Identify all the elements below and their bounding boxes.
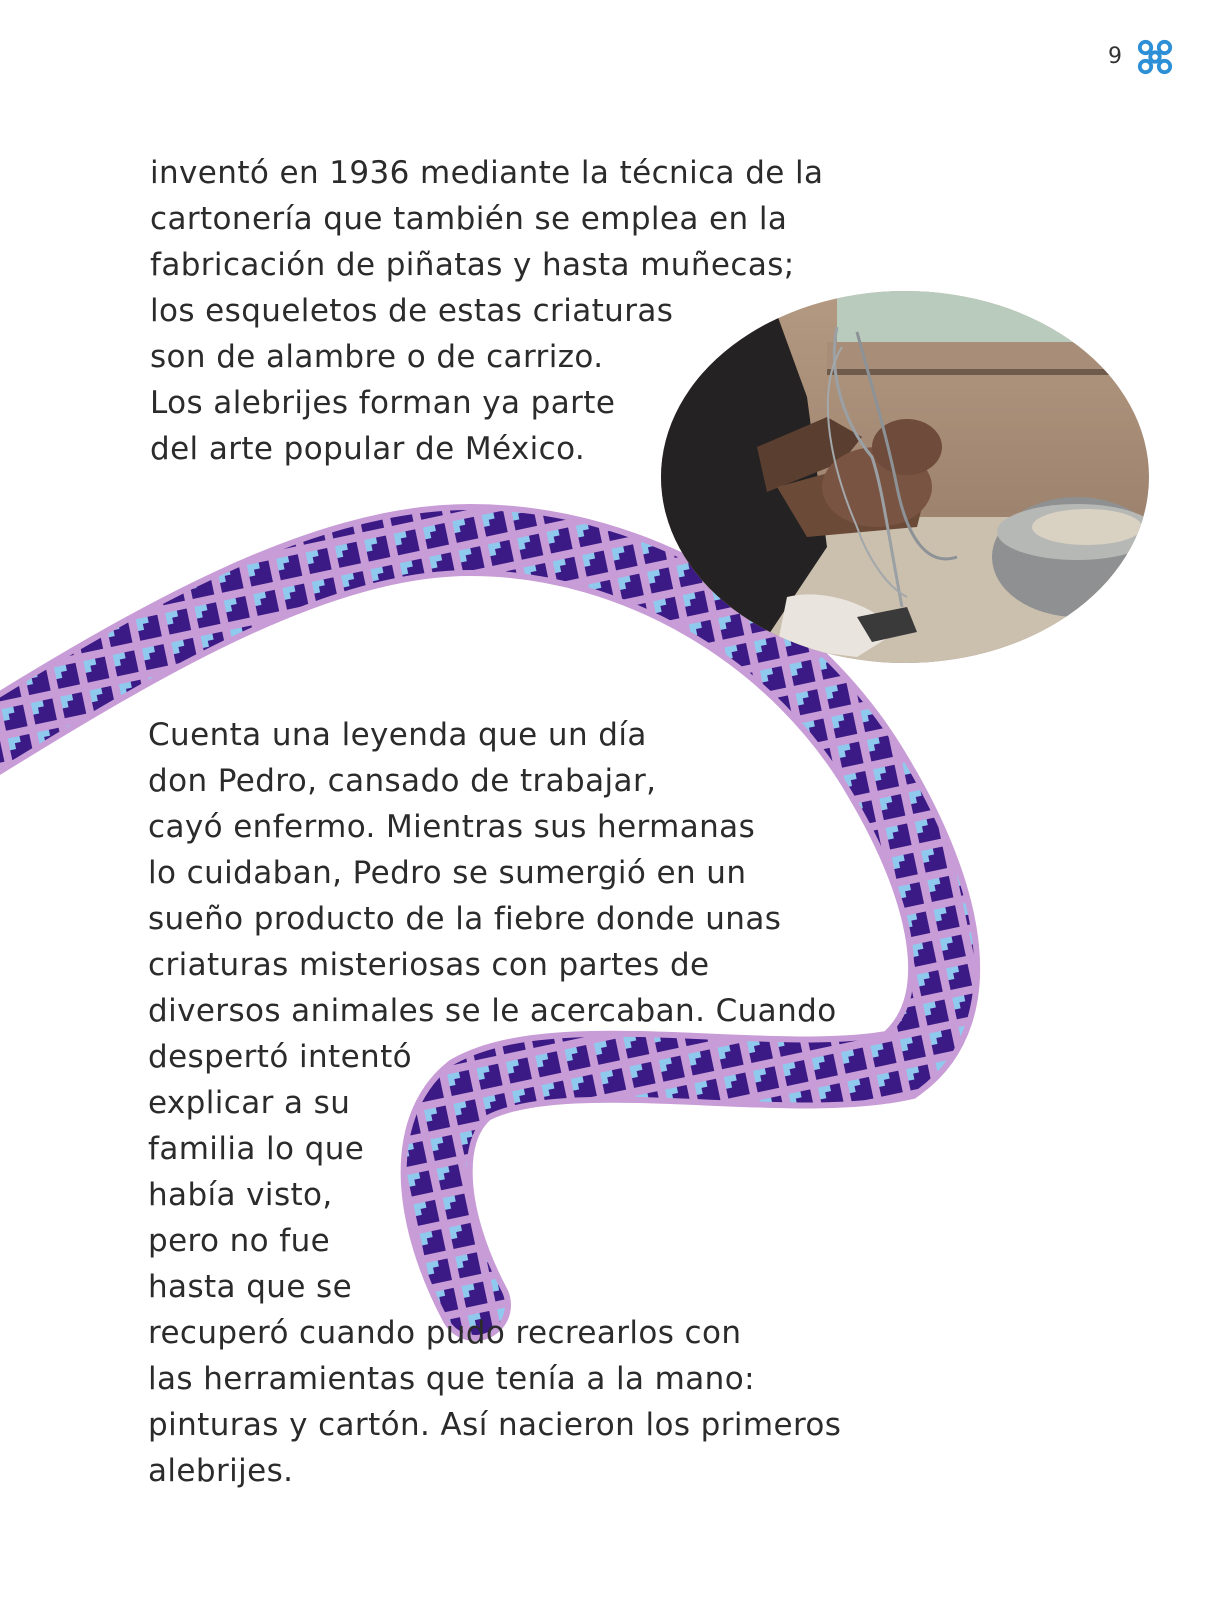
text-line: inventó en 1936 mediante la técnica de la: [150, 155, 824, 191]
paragraph-legend: [148, 712, 841, 1494]
text-line: diversos animales se le acercaban. Cuando: [148, 993, 837, 1029]
text-line: recuperó cuando pudo recrearlos con: [148, 1315, 742, 1351]
text-line: fabricación de piñatas y hasta muñecas;: [150, 247, 795, 283]
page-number: 9: [1108, 44, 1122, 69]
text-line: había visto,: [148, 1177, 333, 1213]
text-line: Los alebrijes forman ya parte: [150, 385, 616, 421]
text-line: hasta que se: [148, 1269, 353, 1305]
text-line: familia lo que: [148, 1131, 365, 1167]
paragraph-intro: [150, 150, 823, 472]
text-line: despertó intentó: [148, 1039, 413, 1075]
text-line: las herramientas que tenía a la mano:: [148, 1361, 755, 1397]
text-line: los esqueletos de estas criaturas: [150, 293, 674, 329]
text-line: pinturas y cartón. Así nacieron los primeros: [148, 1407, 842, 1443]
text-line: criaturas misteriosas con partes de: [148, 947, 710, 983]
text-line: Cuenta una leyenda que un día: [148, 717, 647, 753]
text-line: son de alambre o de carrizo.: [150, 339, 604, 375]
text-line: pero no fue: [148, 1223, 331, 1259]
flower-knot-icon: [1136, 38, 1174, 76]
text-line: del arte popular de México.: [150, 431, 586, 467]
text-line: sueño producto de la fiebre donde unas: [148, 901, 782, 937]
text-line: cayó enfermo. Mientras sus hermanas: [148, 809, 756, 845]
text-line: cartonería que también se emplea en la: [150, 201, 788, 237]
text-line: alebrijes.: [148, 1453, 294, 1489]
text-line: don Pedro, cansado de trabajar,: [148, 763, 657, 799]
text-line: explicar a su: [148, 1085, 351, 1121]
text-line: lo cuidaban, Pedro se sumergió en un: [148, 855, 747, 891]
